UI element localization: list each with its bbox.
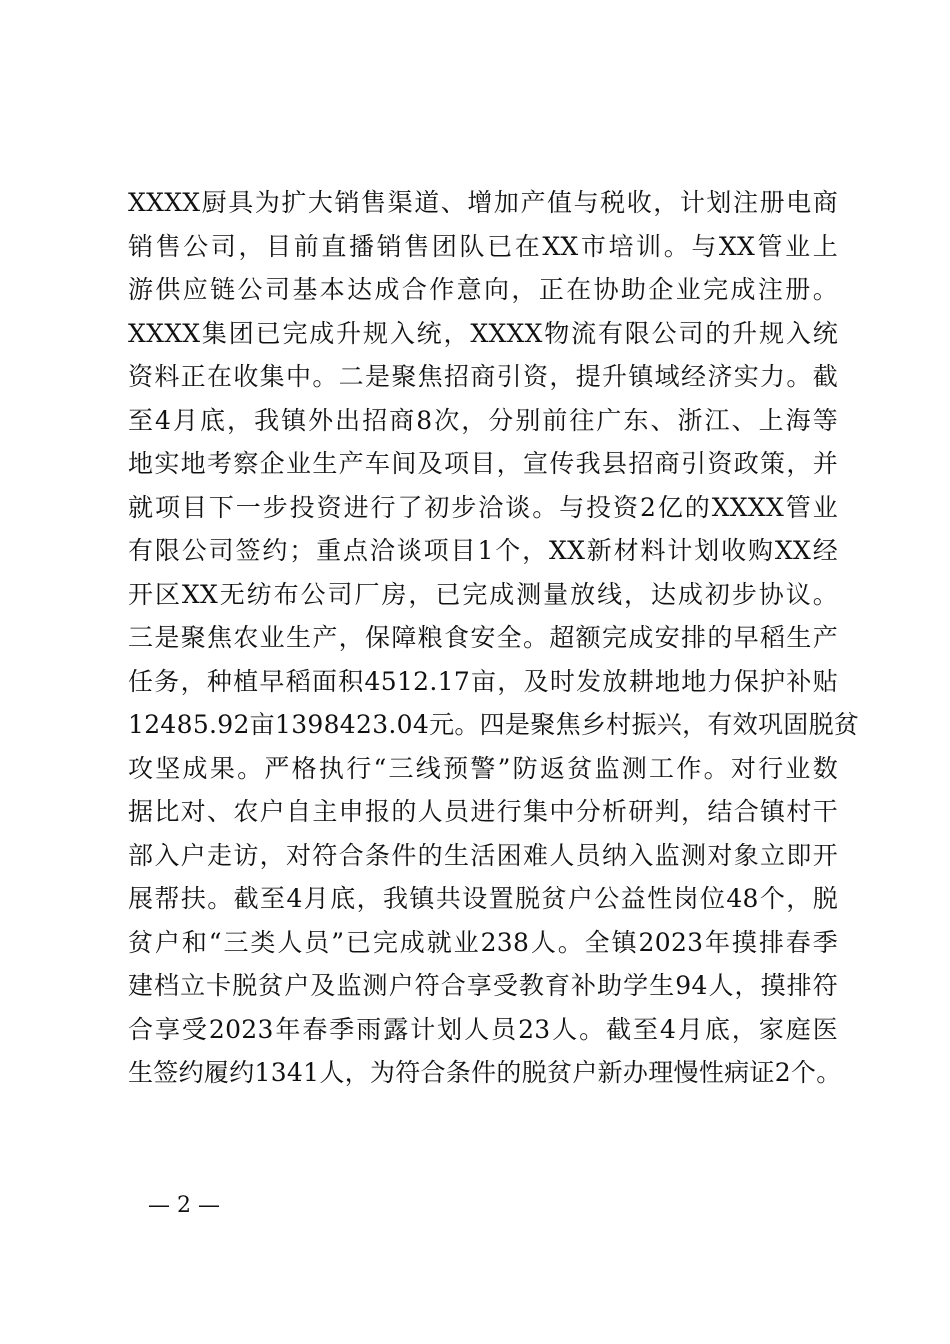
- text-line: 合享受2023年春季雨露计划人员23人。截至4月底，家庭医: [128, 1014, 838, 1044]
- text-line: 展帮扶。截至4月底，我镇共设置脱贫户公益性岗位48个，脱: [128, 884, 838, 913]
- text-line: 就项目下一步投资进行了初步洽谈。与投资2亿的XXXX管业: [128, 492, 838, 522]
- text-line: 生签约履约1341人，为符合条件的脱贫户新办理慢性病证2个。: [128, 1058, 842, 1087]
- text-line: 攻坚成果。严格执行“三线预警”防返贫监测工作。对行业数: [128, 753, 838, 783]
- text-line: 资料正在收集中。二是聚焦招商引资，提升镇域经济实力。截: [128, 362, 838, 391]
- text-line: 三是聚焦农业生产，保障粮食安全。超额完成安排的早稻生产: [128, 623, 838, 652]
- text-line: 地实地考察企业生产车间及项目，宣传我县招商引资政策，并: [128, 449, 838, 478]
- text-line: 游供应链公司基本达成合作意向，正在协助企业完成注册。: [128, 275, 838, 304]
- text-line: 部入户走访，对符合条件的生活困难人员纳入监测对象立即开: [128, 840, 838, 870]
- body-paragraph: [128, 181, 860, 1095]
- text-line: 据比对、农户自主申报的人员进行集中分析研判，结合镇村干: [128, 797, 838, 826]
- text-line: 有限公司签约；重点洽谈项目1个，XX新材料计划收购XX经: [128, 536, 838, 565]
- text-line: XXXX集团已完成升规入统，XXXX物流有限公司的升规入统: [128, 318, 838, 348]
- text-line: XXXX厨具为扩大销售渠道、增加产值与税收，计划注册电商: [128, 188, 838, 217]
- text-line: 销售公司，目前直播销售团队已在XX市培训。与XX管业上: [128, 231, 838, 261]
- page-number: — 2 —: [148, 1193, 220, 1218]
- text-line: 建档立卡脱贫户及监测户符合享受教育补助学生94人，摸排符: [128, 971, 838, 1000]
- text-line: 至4月底，我镇外出招商8次，分别前往广东、浙江、上海等: [128, 405, 838, 435]
- text-line: 任务，种植早稻面积4512.17亩，及时发放耕地地力保护补贴: [128, 666, 838, 696]
- text-line: 开区XX无纺布公司厂房，已完成测量放线，达成初步协议。: [128, 579, 838, 609]
- text-line: 12485.92亩1398423.04元。四是聚焦乡村振兴，有效巩固脱贫: [128, 710, 860, 739]
- text-line: 贫户和“三类人员”已完成就业238人。全镇2023年摸排春季: [128, 927, 838, 957]
